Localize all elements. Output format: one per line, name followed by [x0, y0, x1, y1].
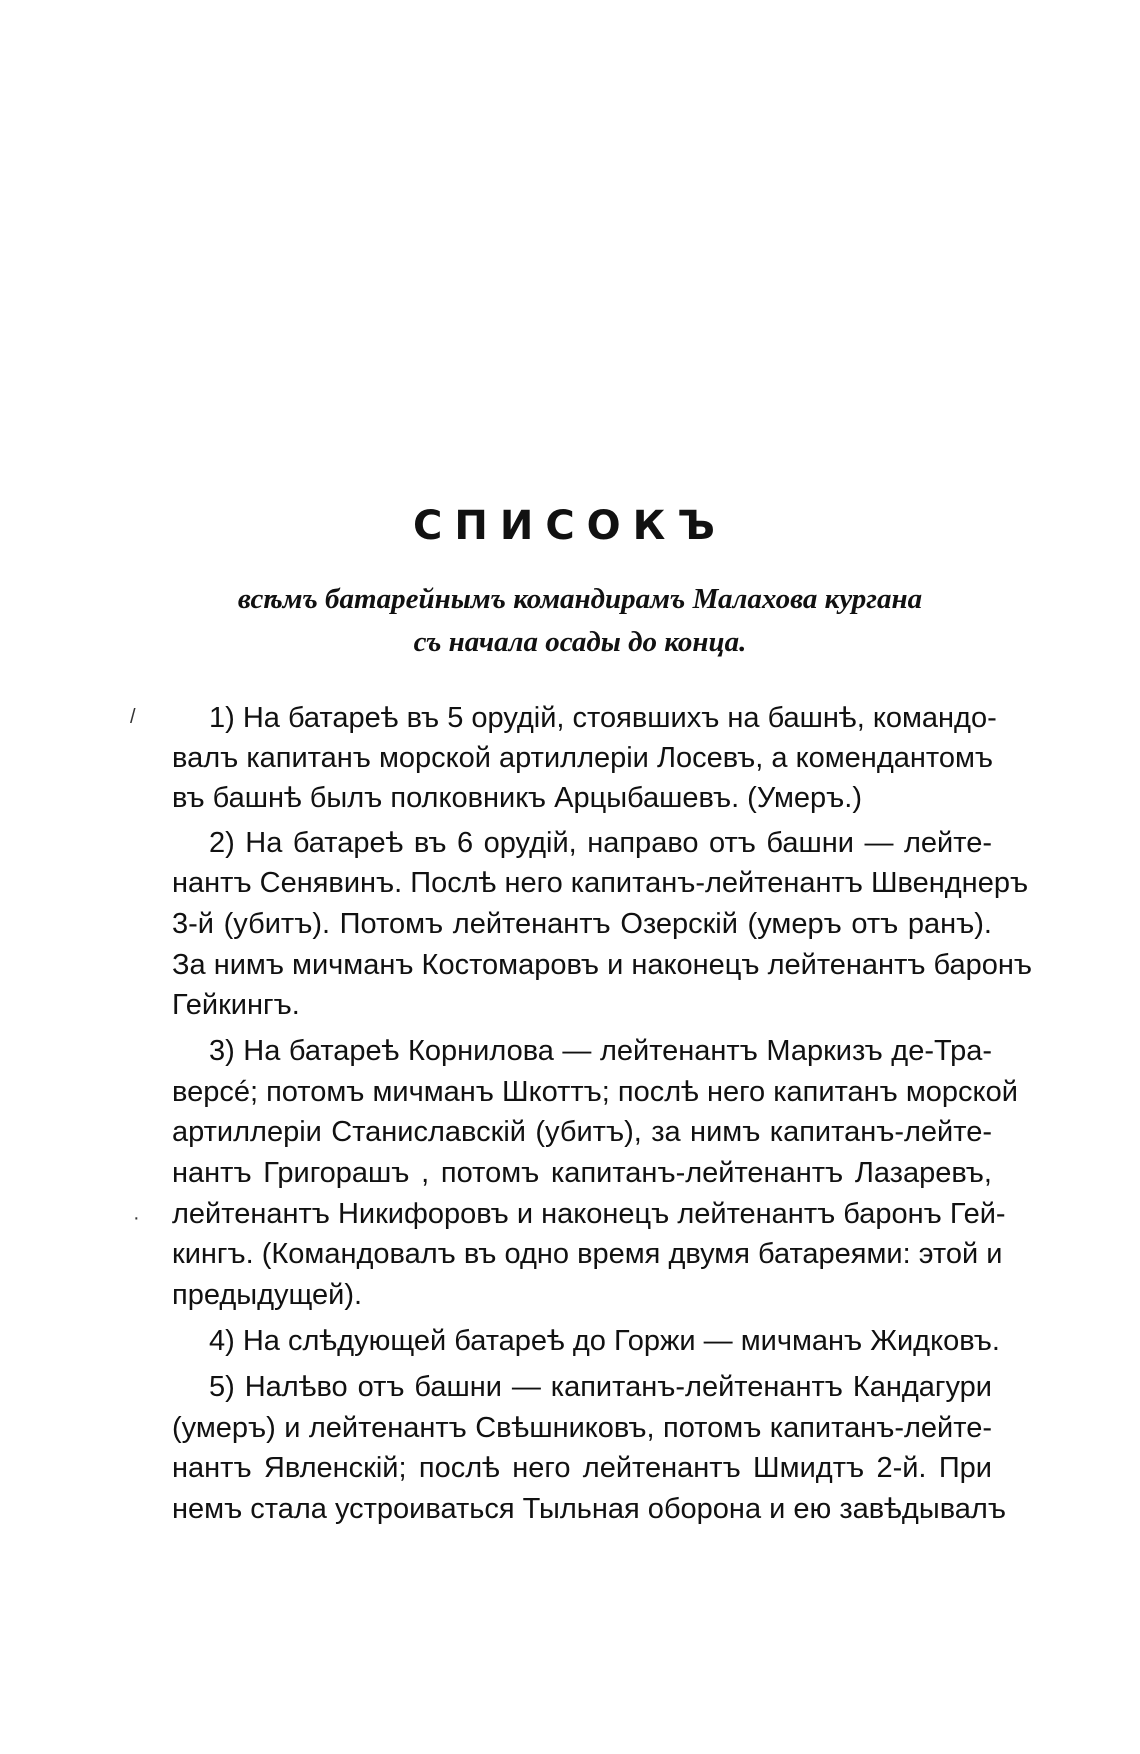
text-line: 5) Налѣво отъ башни — капитанъ-лейтенантъ Кандагури	[209, 1371, 992, 1403]
text-line: 3-й (убитъ). Потомъ лейтенантъ Озерскій (умеръ отъ ранъ).	[172, 908, 992, 940]
text-line: (умеръ) и лейтенантъ Свѣшниковъ, потомъ капитанъ-лейте-	[172, 1412, 992, 1444]
text-line: За нимъ мичманъ Костомаровъ и наконецъ лейтенантъ баронъ	[172, 949, 1033, 981]
text-line: кингъ. (Командовалъ въ одно время двумя батареями: этой и	[172, 1238, 1003, 1270]
margin-slash-mark: /	[130, 706, 136, 728]
text-line: артиллеріи Станиславскій (убитъ), за нимъ капитанъ-лейте-	[172, 1116, 992, 1148]
text-line: версé; потомъ мичманъ Шкоттъ; послѣ него капитанъ морской	[172, 1076, 1018, 1108]
text-line: немъ стала устроиваться Тыльная оборона и ею завѣдывалъ	[172, 1493, 1006, 1525]
text-line: 3) На батареѣ Корнилова — лейтенантъ Маркизъ де-Тра-	[209, 1035, 992, 1067]
text-line: 2) На батареѣ въ 6 орудій, направо отъ башни — лейте-	[209, 827, 992, 859]
text-line: 1) На батареѣ въ 5 орудій, стоявшихъ на башнѣ, командо-	[209, 702, 997, 734]
text-line: предыдущей).	[172, 1279, 363, 1311]
text-line: лейтенантъ Никифоровъ и наконецъ лейтенантъ баронъ Гей-	[172, 1198, 1006, 1230]
text-line: нантъ Явленскій; послѣ него лейтенантъ Шмидтъ 2-й. При	[172, 1452, 992, 1484]
text-line: Гейкингъ.	[172, 989, 300, 1021]
subtitle-line-1: всѣмъ батарейнымъ командирамъ Малахова кургана	[237, 583, 923, 615]
text-line: 4) На слѣдующей батареѣ до Горжи — мичманъ Жидковъ.	[209, 1325, 1000, 1357]
margin-dot-mark: ·	[133, 1207, 140, 1229]
text-line: валъ капитанъ морской артиллеріи Лосевъ, а комендантомъ	[172, 742, 994, 774]
text-line: въ башнѣ былъ полковникъ Арцыбашевъ. (Умеръ.)	[172, 782, 862, 814]
text-line: нантъ Григорашъ , потомъ капитанъ-лейтенантъ Лазаревъ,	[172, 1157, 992, 1189]
subtitle-line-2: съ начала осады до конца.	[413, 626, 747, 658]
text-line: нантъ Сенявинъ. Послѣ него капитанъ-лейтенантъ Швенднеръ	[172, 867, 1029, 899]
page-title: СПИСОКЪ	[413, 503, 727, 549]
